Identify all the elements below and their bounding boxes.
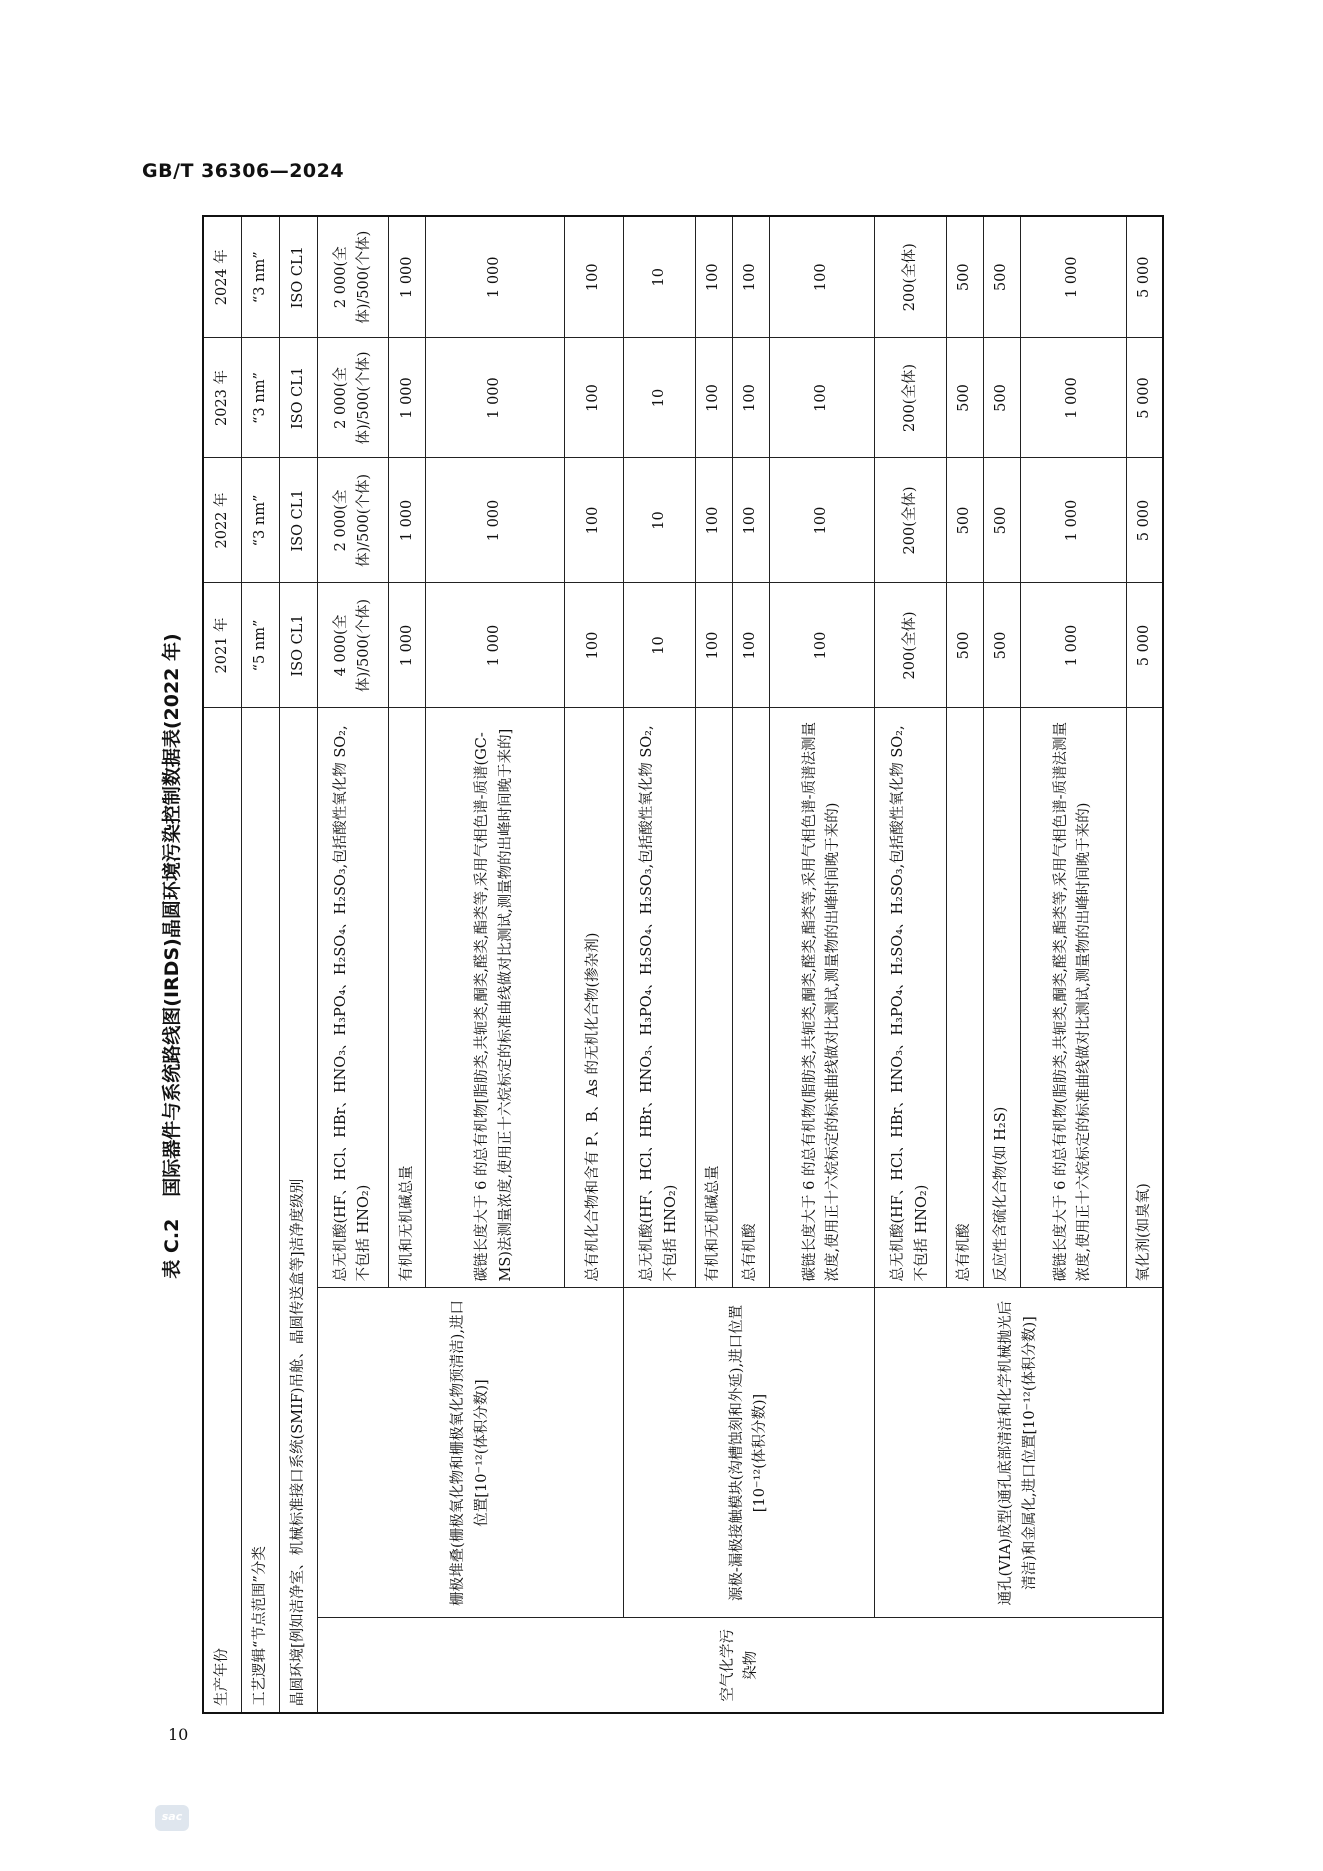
value-cell: 100 [564,338,624,458]
item-cell: 碳链长度大于 6 的总有机物(脂肪类,共轭类,酮类,醛类,酯类等,采用气相色谱-质谱法测量浓度,使用正十六烷标定的标准曲线做对比测试,测量物的出峰时间晚于来的) [769,708,875,1288]
value-cell: 5 000 [1126,583,1163,708]
env-label: 晶圆环境[例如洁净室、机械标准接口系统(SMIF)吊舱、晶圆传送盒等]洁净度级别 [280,708,318,1713]
value-cell: 1 000 [389,216,426,338]
value-cell: 100 [564,458,624,583]
value-cell: 500 [946,458,983,583]
value-cell: 100 [769,583,875,708]
value-cell: 100 [732,338,769,458]
value-cell: 10 [624,583,695,708]
table-row [875,216,946,1713]
header-row-env [280,216,318,1713]
node-2023: “3 nm” [242,338,280,458]
node-label: 工艺逻辑“节点范围”分类 [242,708,280,1713]
value-cell: 500 [983,338,1020,458]
value-cell: 500 [946,216,983,338]
value-cell: 100 [732,583,769,708]
value-cell: 5 000 [1126,216,1163,338]
value-cell: 1 000 [1020,338,1126,458]
item-cell: 氧化剂(如臭氧) [1126,708,1163,1288]
item-cell: 有机和无机碱总量 [389,708,426,1288]
node-2024: “3 nm” [242,216,280,338]
group-gate-stack: 栅极堆叠(栅极氧化物和栅极氧化物预清洁),进口位置[10⁻¹²(体积分数)] [318,1288,624,1618]
year-2024: 2024 年 [203,216,242,338]
value-cell: 10 [624,458,695,583]
value-cell: 10 [624,216,695,338]
value-cell: 5 000 [1126,338,1163,458]
year-2023: 2023 年 [203,338,242,458]
value-cell: 500 [983,216,1020,338]
page-number: 10 [168,1725,189,1744]
header-row-node [242,216,280,1713]
env-2021: ISO CL1 [280,583,318,708]
node-2022: “3 nm” [242,458,280,583]
value-cell: 200(全体) [875,338,946,458]
item-cell: 碳链长度大于 6 的总有机物[脂肪类,共轭类,酮类,醛类,酯类等,采用气相色谱-质谱(GC-MS)法测量浓度,使用正十六烷标定的标准曲线做对比测试,测量物的出峰时间晚于来的] [426,708,564,1288]
value-cell: 5 000 [1126,458,1163,583]
item-cell: 总无机酸(HF、HCl、HBr、HNO₃、H₃PO₄、H₂SO₄、H₂SO₃,包括酸性氧化物 SO₂,不包括 HNO₂) [875,708,946,1288]
sac-watermark-logo [155,1805,189,1831]
item-cell: 总无机酸(HF、HCl、HBr、HNO₃、H₃PO₄、H₂SO₄、H₂SO₃,包括酸性氧化物 SO₂,不包括 HNO₂) [318,708,389,1288]
env-2024: ISO CL1 [280,216,318,338]
value-cell: 200(全体) [875,458,946,583]
value-cell: 100 [695,458,732,583]
year-2021: 2021 年 [203,583,242,708]
value-cell: 500 [946,583,983,708]
value-cell: 100 [695,583,732,708]
value-cell: 1 000 [1020,216,1126,338]
group-source-drain: 源极-漏极接触模块(沟槽蚀刻和外延),进口位置[10⁻¹²(体积分数)] [624,1288,875,1618]
value-cell: 1 000 [1020,583,1126,708]
contamination-table [202,215,1164,1714]
value-cell: 500 [946,338,983,458]
value-cell: 100 [695,338,732,458]
value-cell: 4 000(全体)/500(个体) [318,583,389,708]
item-cell: 总有机化合物和含有 P、B、As 的无机化合物(掺杂剂) [564,708,624,1288]
value-cell: 2 000(全体)/500(个体) [318,216,389,338]
item-cell: 反应性含硫化合物(如 H₂S) [983,708,1020,1288]
value-cell: 200(全体) [875,583,946,708]
value-cell: 100 [564,583,624,708]
value-cell: 1 000 [389,458,426,583]
value-cell: 1 000 [426,458,564,583]
value-cell: 1 000 [426,583,564,708]
item-cell: 总无机酸(HF、HCl、HBr、HNO₃、H₃PO₄、H₂SO₄、H₂SO₃,包括酸性氧化物 SO₂,不包括 HNO₂) [624,708,695,1288]
value-cell: 500 [983,458,1020,583]
value-cell: 2 000(全体)/500(个体) [318,338,389,458]
year-label: 生产年份 [203,708,242,1713]
table-title: 国际器件与系统路线图(IRDS)晶圆环境污染控制数据表(2022 年) [161,633,183,1197]
table-container [202,217,1164,1714]
value-cell: 200(全体) [875,216,946,338]
standard-id: GB/T 36306—2024 [142,160,345,182]
value-cell: 1 000 [426,338,564,458]
header-row-year [203,216,242,1713]
item-cell: 有机和无机碱总量 [695,708,732,1288]
watermark-text: sac [161,1810,183,1823]
value-cell: 100 [769,216,875,338]
category-cell: 空气化学污染物 [318,1618,1163,1713]
value-cell: 1 000 [389,338,426,458]
value-cell: 1 000 [389,583,426,708]
table-row [624,216,695,1713]
item-cell: 总有机酸 [946,708,983,1288]
value-cell: 2 000(全体)/500(个体) [318,458,389,583]
year-2022: 2022 年 [203,458,242,583]
value-cell: 1 000 [1020,458,1126,583]
value-cell: 100 [769,458,875,583]
value-cell: 100 [564,216,624,338]
value-cell: 100 [732,458,769,583]
value-cell: 100 [695,216,732,338]
item-cell: 碳链长度大于 6 的总有机物(脂肪类,共轭类,酮类,醛类,酯类等,采用气相色谱-质谱法测量浓度,使用正十六烷标定的标准曲线做对比测试,测量物的出峰时间晚于来的) [1020,708,1126,1288]
env-2022: ISO CL1 [280,458,318,583]
value-cell: 100 [769,338,875,458]
item-cell: 总有机酸 [732,708,769,1288]
value-cell: 1 000 [426,216,564,338]
node-2021: “5 nm” [242,583,280,708]
table-number: 表 C.2 [161,1218,183,1279]
table-row [318,216,389,1713]
value-cell: 500 [983,583,1020,708]
env-2023: ISO CL1 [280,338,318,458]
value-cell: 100 [732,216,769,338]
group-via-metallization: 通孔(VIA)成型(通孔底部清洁和化学机械抛光后清洁)和金属化,进口位置[10⁻¹²(体积分数)] [875,1288,1163,1618]
value-cell: 10 [624,338,695,458]
